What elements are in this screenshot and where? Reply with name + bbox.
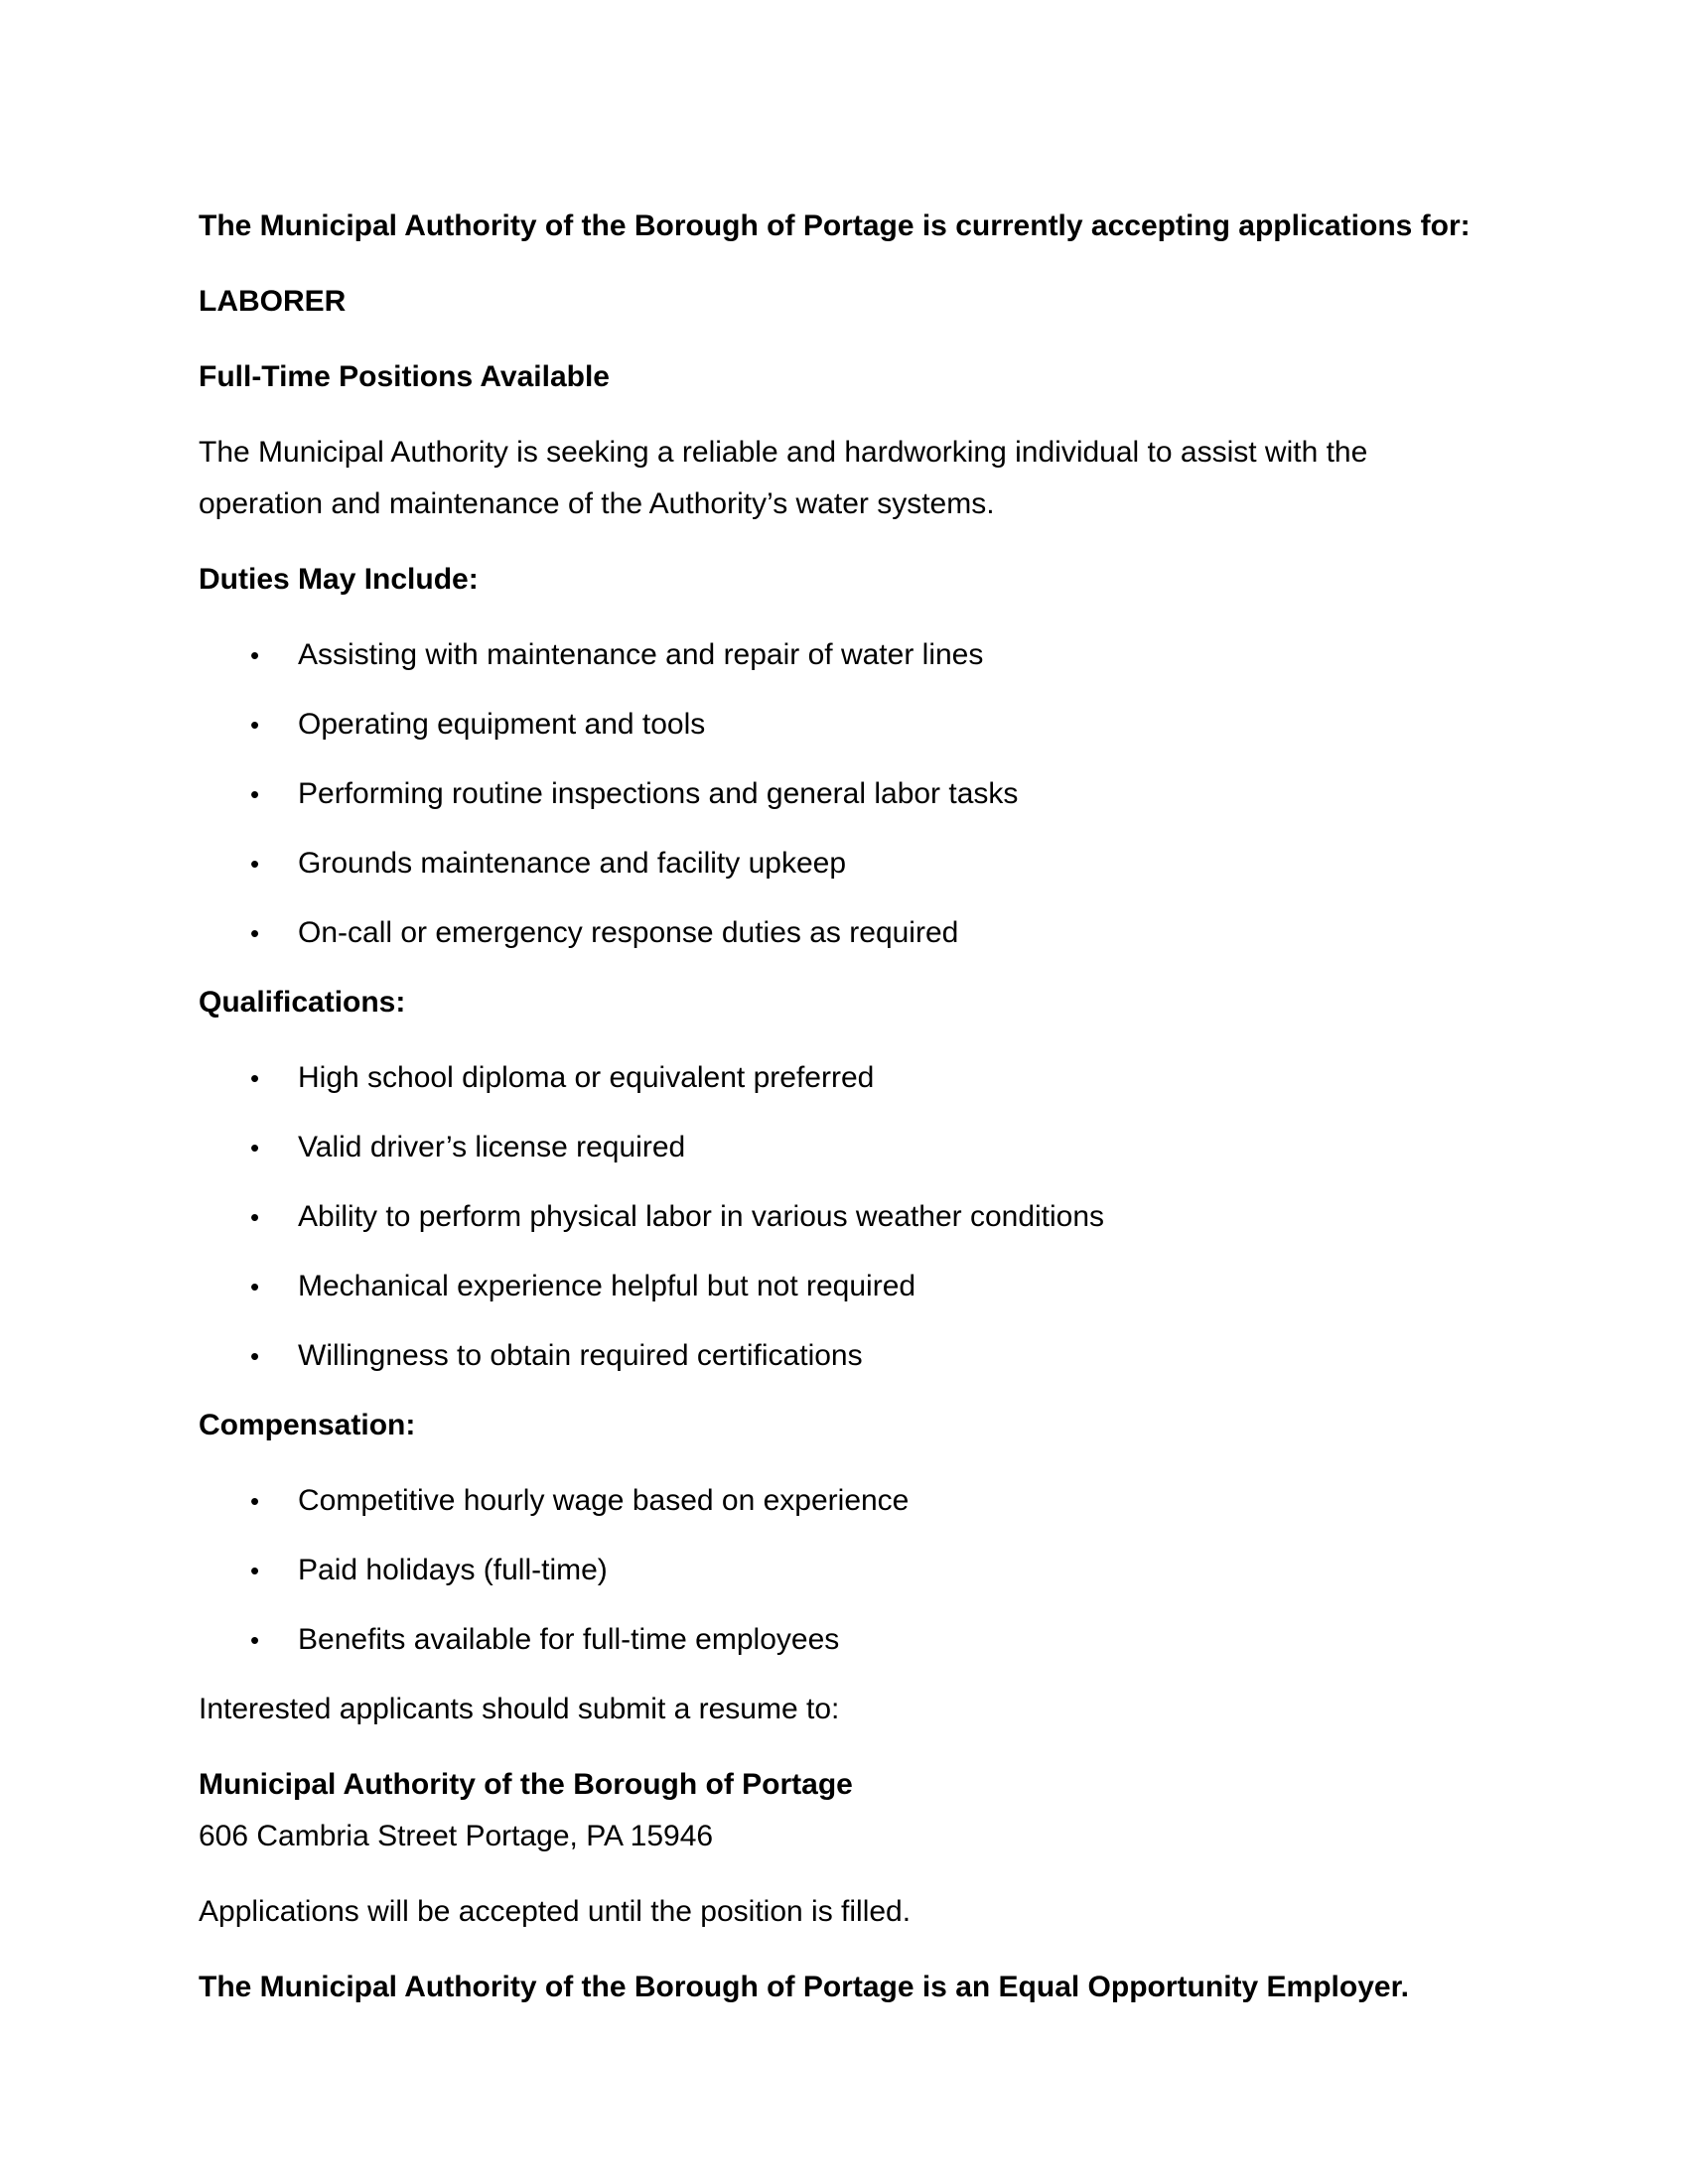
list-item: [199, 1475, 1493, 1527]
list-item: [199, 768, 1493, 820]
availability-heading: Full-Time Positions Available: [199, 360, 610, 393]
bullet-icon: •: [250, 1202, 260, 1232]
list-item: [199, 1261, 1493, 1312]
eeo-statement: The Municipal Authority of the Borough of Portage is an Equal Opportunity Employer.: [199, 1971, 1409, 2003]
list-item-text: Mechanical experience helpful but not required: [298, 1270, 916, 1302]
list-item-text: On-call or emergency response duties as required: [298, 916, 959, 949]
list-item-text: Performing routine inspections and general labor tasks: [298, 777, 1019, 810]
job-title: LABORER: [199, 285, 347, 318]
list-item: [199, 699, 1493, 751]
list-item: [199, 1122, 1493, 1173]
list-item-text: Ability to perform physical labor in various weather conditions: [298, 1200, 1105, 1233]
address-block: [199, 1759, 1493, 1862]
list-item: [199, 1191, 1493, 1243]
list-item: [199, 1330, 1493, 1382]
list-item-text: Paid holidays (full-time): [298, 1554, 608, 1586]
bullet-icon: •: [250, 849, 260, 879]
section-heading-qualifications: Qualifications:: [199, 986, 406, 1019]
bullet-icon: •: [250, 1133, 260, 1162]
list-item-text: Benefits available for full-time employees: [298, 1623, 840, 1656]
list-item-text: Competitive hourly wage based on experience: [298, 1484, 910, 1517]
duties-list: [199, 629, 1493, 959]
bullet-icon: •: [250, 918, 260, 948]
section-heading-compensation: Compensation:: [199, 1409, 416, 1441]
organization-address: 606 Cambria Street Portage, PA 15946: [199, 1820, 714, 1852]
organization-name: Municipal Authority of the Borough of Portage: [199, 1768, 853, 1801]
list-item: [199, 1052, 1493, 1104]
bullet-icon: •: [250, 1625, 260, 1655]
deadline-note: Applications will be accepted until the position is filled.: [199, 1895, 912, 1928]
list-item-text: High school diploma or equivalent preferred: [298, 1061, 875, 1094]
bullet-icon: •: [250, 1341, 260, 1371]
list-item: [199, 1545, 1493, 1596]
compensation-list: [199, 1475, 1493, 1666]
qualifications-list: [199, 1052, 1493, 1382]
list-item-text: Assisting with maintenance and repair of water lines: [298, 638, 984, 671]
list-item-text: Grounds maintenance and facility upkeep: [298, 847, 847, 880]
bullet-icon: •: [250, 1556, 260, 1585]
apply-instruction: Interested applicants should submit a resume to:: [199, 1693, 840, 1725]
list-item: [199, 629, 1493, 681]
list-item-text: Willingness to obtain required certifications: [298, 1339, 863, 1372]
intro-paragraph: The Municipal Authority is seeking a reliable and hardworking individual to assist with the operation and maintenance of the Authority’s water systems.: [199, 436, 1368, 520]
bullet-icon: •: [250, 1486, 260, 1516]
intro-heading: The Municipal Authority of the Borough of Portage is currently accepting applications for:: [199, 209, 1471, 242]
bullet-icon: •: [250, 640, 260, 670]
list-item: [199, 838, 1493, 889]
section-heading-duties: Duties May Include:: [199, 563, 479, 596]
bullet-icon: •: [250, 1272, 260, 1301]
list-item: [199, 907, 1493, 959]
list-item-text: Valid driver’s license required: [298, 1131, 686, 1163]
list-item-text: Operating equipment and tools: [298, 708, 706, 741]
list-item: [199, 1614, 1493, 1666]
bullet-icon: •: [250, 710, 260, 740]
bullet-icon: •: [250, 1063, 260, 1093]
bullet-icon: •: [250, 779, 260, 809]
